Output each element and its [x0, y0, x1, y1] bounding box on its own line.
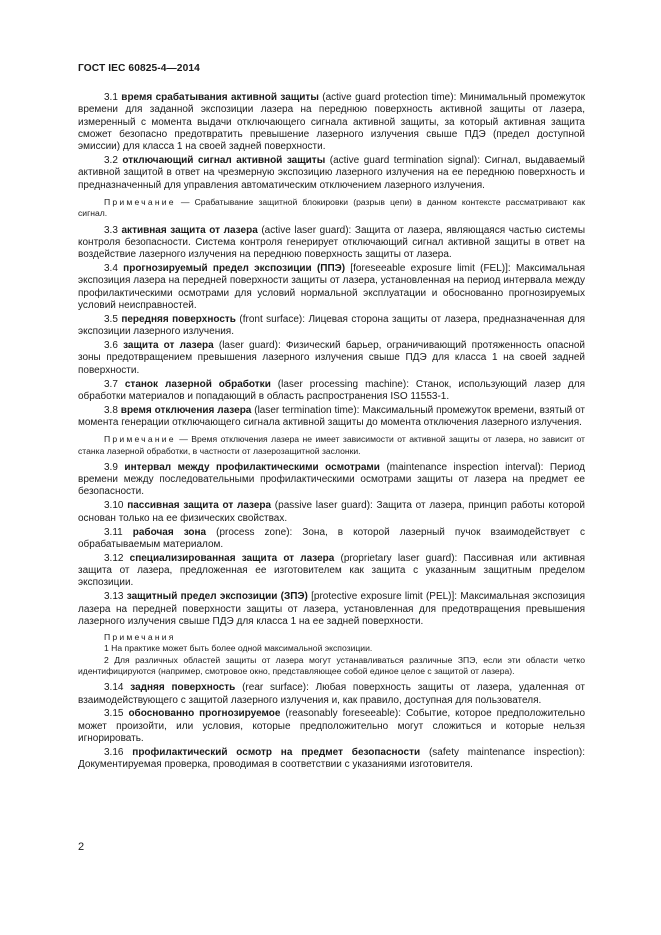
note-1 [78, 197, 585, 220]
clause-number: 3.2 [104, 155, 118, 167]
term: станок лазерной обработки [124, 378, 271, 390]
definition-text: (reasonably foreseeable): Событие, которое предположительно может произойти, или условия, которые предположительно могут сложиться и которые нельзя игнорировать. [78, 708, 586, 745]
term: обоснованно прогнозируемое [128, 708, 281, 720]
definition-3-4 [78, 263, 585, 312]
clause-number: 3.4 [104, 263, 118, 275]
term: профилактический осмотр на предмет безопасности [132, 746, 421, 758]
definition-3-6 [78, 340, 585, 377]
term: время срабатывания активной защиты [121, 92, 319, 103]
term: специализированная защита от лазера [129, 552, 335, 564]
clause-number: 3.16 [104, 746, 124, 758]
clause-number: 3.7 [104, 378, 118, 390]
clause-number: 3.10 [104, 500, 124, 512]
term: пассивная защита от лазера [127, 500, 272, 512]
term: активная защита от лазера [121, 224, 258, 236]
definition-3-7 [78, 379, 585, 404]
clause-number: 3.9 [104, 461, 118, 473]
note-text: — Срабатывание защитной блокировки (разрыв цепи) в данном контексте рассматривают как сигнал. [78, 196, 585, 219]
definition-3-8 [78, 405, 585, 430]
document-body [78, 92, 585, 773]
term: отключающий сигнал активной защиты [122, 155, 326, 167]
definition-text: (process zone): Зона, в которой лазерный пучок взаимодействует с обрабатываемым материалом. [78, 526, 585, 550]
notes-heading: Примечания [104, 632, 176, 643]
definition-text: (active guard termination signal): Сигнал, выдаваемый активной защитой в ответ на чрезмерную экспозицию лазерного излучения на ее переднюю поверхность и предназначенный для управления автоматическим отключением лазерного излучения. [78, 155, 585, 191]
clause-number: 3.5 [104, 313, 118, 325]
definition-3-9 [78, 462, 585, 499]
term: передняя поверхность [121, 313, 236, 325]
note-item-1: 1 На практике может быть более одной максимальной экспозиции. [104, 643, 373, 654]
definition-3-16 [78, 747, 585, 772]
clause-number: 3.11 [104, 526, 123, 538]
definition-3-3 [78, 225, 585, 262]
definition-text: (passive laser guard): Защита от лазера, принцип работы которой основан только на ее физических свойствах. [78, 500, 586, 524]
clause-number: 3.13 [104, 591, 124, 603]
definition-text: (laser termination time): Максимальный промежуток времени, взятый от момента генерации отключающего сигнала активной защиты до момента отключения лазерного излучения. [78, 404, 585, 428]
clause-number: 3.15 [104, 708, 124, 720]
definition-text: (safety maintenance inspection): Документируемая проверка, проводимая в соответствии с указаниями изготовителя. [78, 746, 585, 771]
term: защитный предел экспозиции (ЗПЭ) [126, 591, 308, 603]
note-label: Примечание [104, 434, 176, 445]
clause-number: 3.12 [104, 552, 124, 564]
note-text: — Время отключения лазера не имеет зависимости от активной защиты от лазера, но зависит от станка лазерной обработки, в частности от лазерозащитной заслонки. [78, 434, 585, 456]
note-item-2: 2 Для различных областей защиты от лазера могут устанавливаться различные ЗПЭ, если эти области четко идентифицируются (например, смотровое окно, представляющее собой единое целое с защитой от лазера). [78, 654, 585, 676]
definition-text: (rear surface): Любая поверхность защиты от лазера, удаленная от взаимодействующего с защитой лазерного излучения и, как правило, доступная для пользователя. [78, 682, 586, 706]
page-number: 2 [78, 841, 85, 853]
definition-text: (laser guard): Физический барьер, ограничивающий протяженность опасной зоны предотвращением превышения лазерного излучения свыше ПДЭ для класса 1 на своей задней поверхности. [78, 340, 586, 376]
clause-number: 3.14 [104, 682, 124, 694]
definition-text: (proprietary laser guard): Пассивная или активная защита от лазера, предложенная ее изготовителем как защита с указанным защитным пределом экспозиции. [78, 552, 586, 589]
clause-number: 3.8 [104, 404, 118, 416]
document-header: ГОСТ IEC 60825-4—2014 [78, 63, 200, 74]
term: прогнозируемый предел экспозиции (ППЭ) [123, 263, 346, 275]
definition-text: (laser processing machine): Станок, использующий лазер для обработки материалов и попадающий в область распространения ISO 11553-1. [78, 378, 586, 402]
term: задняя поверхность [130, 682, 236, 694]
term: интервал между профилактическими осмотрами [124, 461, 380, 473]
definition-3-5 [78, 314, 585, 339]
definition-3-10 [78, 500, 585, 525]
clause-number: 3.6 [104, 340, 118, 352]
definition-3-12 [78, 553, 585, 590]
note-2 [78, 434, 585, 457]
term: время отключения лазера [120, 404, 252, 416]
note-label: Примечание [104, 196, 176, 207]
definition-text: (front surface): Лицевая сторона защиты от лазера, предназначенная для экспозиции лазерного излучения. [78, 313, 586, 338]
definition-text: [protective exposure limit (PEL)]: Максимальная экспозиция лазера на передней поверхности защиты от лазера, установленная для предотвращения превышения лазерного излучения свыше ПДЭ для класса 1 на ее задней поверхности. [78, 591, 585, 627]
definition-3-13 [78, 591, 585, 628]
definition-text: (maintenance inspection interval): Период времени между последовательными профилактическими осмотрами защиты от лазера на предмет ее безопасности. [78, 461, 586, 498]
definition-3-1 [78, 92, 585, 153]
clause-number: 3.1 [104, 92, 118, 103]
clause-number: 3.3 [104, 224, 118, 236]
definition-3-11 [78, 527, 585, 552]
term: рабочая зона [132, 526, 207, 538]
definition-text: [foreseeable exposure limit (FEL)]: Максимальная экспозиция лазера на передней поверхности защиты от лазера, установленная на период интервала между профилактическими осмотрами для условий нормальной эксплуатации и обоснованно прогнозируемых условий неисправностей. [78, 263, 585, 311]
notes-block [78, 632, 585, 677]
definition-3-2 [78, 155, 585, 192]
definition-text: (active guard protection time): Минимальный промежуток времени для заданной экспозиции лазера на переднюю поверхность активной защиты от лазера, измеренный с момента выдачи отключающего сигнала активной защиты, за который активная защита сможет безопасно предотвратить превышение лазерного излучения свыше ПДЭ (предел доступной эмиссии) для класса 1 на своей задней поверхности. [78, 92, 585, 153]
definition-text: (active laser guard): Защита от лазера, являющаяся частью системы контроля безопасности. Система контроля генерирует отключающий сигнал активной защиты в ответ на воздействие лазерного излучения на переднюю поверхность защиты от лазера. [78, 224, 586, 261]
definition-3-14 [78, 682, 585, 707]
definition-3-15 [78, 708, 585, 745]
term: защита от лазера [123, 340, 214, 352]
